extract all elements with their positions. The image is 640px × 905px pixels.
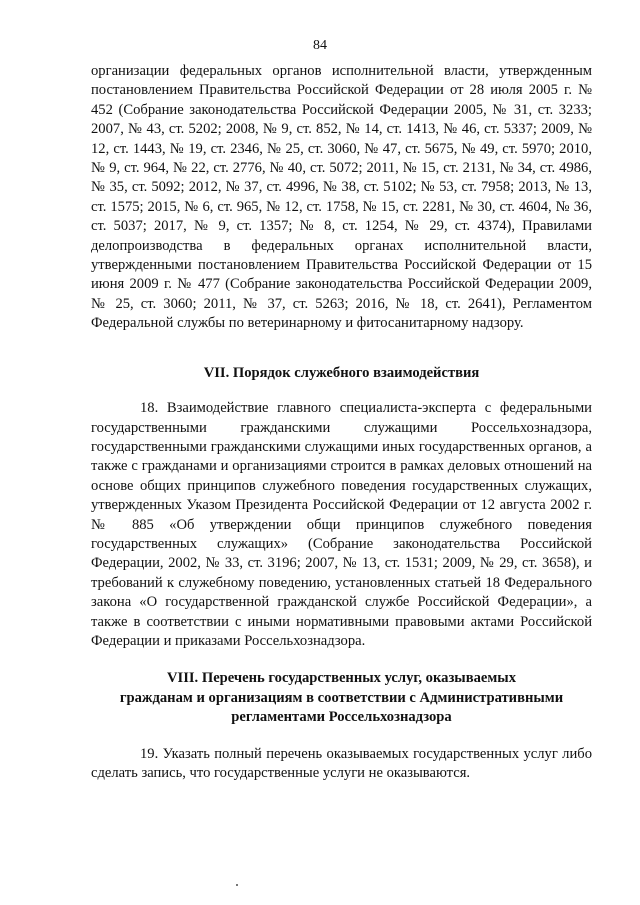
section-8-heading-line-1: VIII. Перечень государственных услуг, оказываемых [166,670,516,687]
section-8-heading [91,669,592,727]
section-8-heading-line-3: регламентами Россельхознадзора [231,709,452,726]
continuation-paragraph: организации федеральных органов исполнительной власти, утвержденным постановлением Правительства Российской Федерации от 28 июля 2005 г. № 452 (Собрание законодательства Российской Федерации 2005, № 31, ст. 3233; 2007, № 43, ст. 5202; 2008, № 9, ст. 852, № 14, ст. 1413, № 46, ст. 5337; 2009, № 12, ст. 1443, № 19, ст. 2346, № 25, ст. 3060, № 47, ст. 5675, № 49, ст. 5970; 2010, № 9, ст. 964, № 22, ст. 2776, № 40, ст. 5072; 2011, № 15, ст. 2131, № 34, ст. 4986, № 35, ст. 5092; 2012, № 37, ст. 4996, № 38, ст. 5102; № 53, ст. 7958; 2013, № 13, ст. 1575; 2015, № 6, ст. 965, № 12, ст. 1758, № 15, ст. 2281, № 30, ст. 4604, № 36, ст. 5037; 2017, № 9, ст. 1357; № 8, ст. 1254, № 29, ст. 4374), Правилами делопроизводства в федеральных органах исполнительной власти, утвержденными постановлением Правительства Российской Федерации от 15 июня 2009 г. № 477 (Собрание законодательства Российской Федерации 2009, № 25, ст. 3060; 2011, № 37, ст. 5263; 2016, № 18, ст. 2641), Регламентом Федеральной службы по ветеринарному и фитосанитарному надзору. [91,63,592,332]
section-8-heading-line-2: гражданам и организациям в соответствии с Административными [119,689,564,706]
section-7-heading: VII. Порядок служебного взаимодействия [203,364,480,381]
paragraph-19: 19. Указать полный перечень оказываемых государственных услуг либо сделать запись, что государственные услуги не оказываются. [91,745,592,781]
page-number: 84 [313,38,327,53]
scan-artifact [236,884,238,886]
paragraph-18: 18. Взаимодействие главного специалиста-эксперта с федеральными государственными гражданскими служащими Россельхознадзора, государственными гражданскими служащими иных государственных органов, а также с гражданами и организациями строится в рамках деловых отношений на основе общих принципов служебного поведения государственных служащих, утвержденных Указом Президента Российской Федерации от 12 августа 2002 г. № 885 «Об утверждении общи принципов служебного поведения государственных служащих» (Собрание законодательства Российской Федерации, 2002, № 33, ст. 3196; 2007, № 13, ст. 1531; 2009, № 29, ст. 3658), и требований к служебному поведению, установленных статьей 18 Федерального закона «О государственной гражданской службе Российской Федерации», а также в соответствии с иными нормативными правовыми актами Российской Федерации и приказами Россельхознадзора. [91,400,592,649]
page-content [91,62,592,783]
